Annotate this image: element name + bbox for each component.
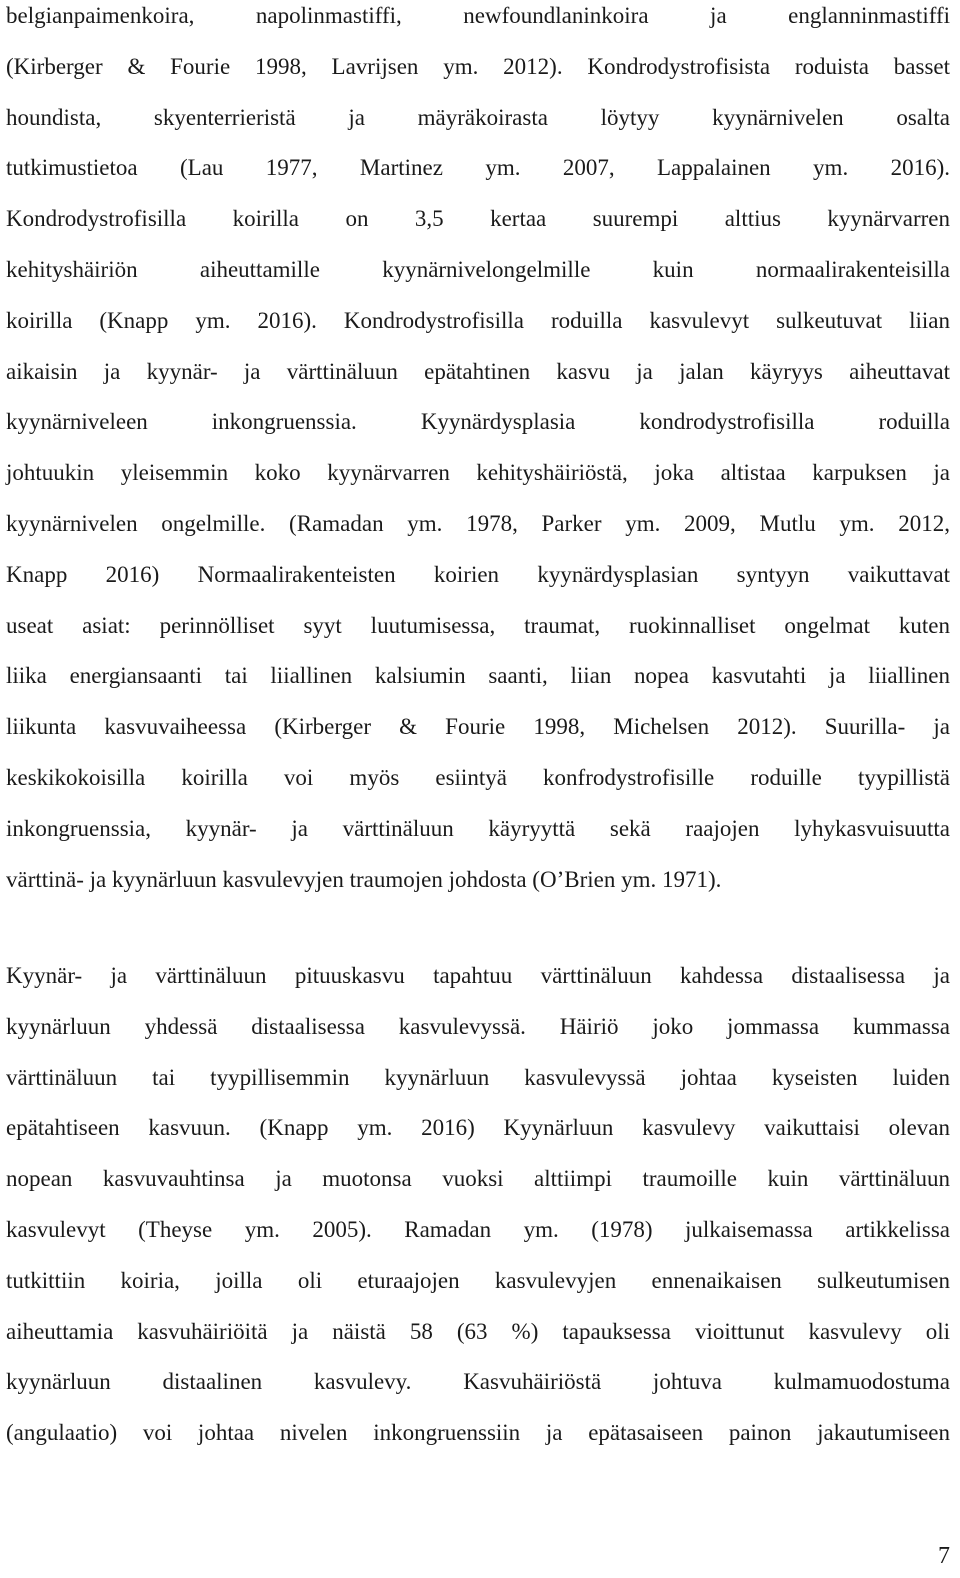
paragraph bbox=[6, 960, 950, 1468]
text-line: koirilla (Knapp ym. 2016). Kondrodystrofisilla roduilla kasvulevyt sulkeutuvat liian bbox=[6, 307, 950, 333]
text-line: johtuukin yleisemmin koko kyynärvarren kehityshäiriöstä, joka altistaa karpuksen ja bbox=[6, 460, 950, 486]
text-line: aikaisin ja kyynär- ja värttinäluun epätahtinen kasvu ja jalan käyryys aiheuttavat bbox=[6, 358, 950, 384]
text-line: aiheuttamia kasvuhäiriöitä ja näistä 58 (63 %) tapauksessa vioittunut kasvulevy oli bbox=[6, 1318, 950, 1344]
text-line: värttinä- ja kyynärluun kasvulevyjen traumojen johdosta (O’Brien ym. 1971). bbox=[6, 866, 722, 892]
text-line: keskikokoisilla koirilla voi myös esiintyä konfrodystrofisille roduille tyypillistä bbox=[6, 764, 950, 790]
text-line: Kyynär- ja värttinäluun pituuskasvu tapahtuu värttinäluun kahdessa distaalisessa ja bbox=[6, 963, 950, 988]
text-line: Kondrodystrofisilla koirilla on 3,5 kertaa suurempi alttius kyynärvarren bbox=[6, 206, 950, 232]
text-line: nopean kasvuvauhtinsa ja muotonsa vuoksi alttiimpi traumoille kuin värttinäluun bbox=[6, 1166, 950, 1192]
text-line: liika energiansaanti tai liiallinen kalsiumin saanti, liian nopea kasvutahti ja liiallinen bbox=[6, 663, 950, 689]
text-line: belgianpaimenkoira, napolinmastiffi, newfoundlaninkoira ja englanninmastiffi bbox=[6, 3, 950, 28]
text-line: epätahtiseen kasvuun. (Knapp ym. 2016) Kyynärluun kasvulevy vaikuttaisi olevan bbox=[6, 1115, 950, 1141]
text-line: tutkittiin koiria, joilla oli eturaajojen kasvulevyjen ennenaikaisen sulkeutumisen bbox=[6, 1267, 950, 1293]
text-line: kyynärluun yhdessä distaalisessa kasvulevyssä. Häiriö joko jommassa kummassa bbox=[6, 1013, 950, 1039]
page-number: 7 bbox=[938, 1543, 950, 1569]
text-line: (Kirberger & Fourie 1998, Lavrijsen ym. 2012). Kondrodystrofisista roduista basset bbox=[6, 53, 950, 79]
paragraph bbox=[6, 0, 950, 914]
text-line: kyynärniveleen inkongruenssia. Kyynärdysplasia kondrodystrofisilla roduilla bbox=[6, 409, 950, 435]
text-line: kyynärnivelen ongelmille. (Ramadan ym. 1978, Parker ym. 2009, Mutlu ym. 2012, bbox=[6, 510, 950, 536]
text-line: (angulaatio) voi johtaa nivelen inkongruenssiin ja epätasaiseen painon jakautumiseen bbox=[6, 1420, 950, 1446]
text-line: inkongruenssia, kyynär- ja värttinäluun käyryyttä sekä raajojen lyhykasvuisuutta bbox=[6, 815, 950, 841]
text-line: kehityshäiriön aiheuttamille kyynärnivelongelmille kuin normaalirakenteisilla bbox=[6, 256, 950, 282]
text-line: värttinäluun tai tyypillisemmin kyynärluun kasvulevyssä johtaa kyseisten luiden bbox=[6, 1064, 950, 1090]
text-line: useat asiat: perinnölliset syyt luutumisessa, traumat, ruokinnalliset ongelmat kuten bbox=[6, 612, 950, 638]
text-line: Knapp 2016) Normaalirakenteisten koirien kyynärdysplasian syntyyn vaikuttavat bbox=[6, 561, 950, 587]
text-line: kasvulevyt (Theyse ym. 2005). Ramadan ym. (1978) julkaisemassa artikkelissa bbox=[6, 1216, 950, 1242]
text-line: tutkimustietoa (Lau 1977, Martinez ym. 2007, Lappalainen ym. 2016). bbox=[6, 155, 950, 181]
text-line: houndista, skyenterrieristä ja mäyräkoirasta löytyy kyynärnivelen osalta bbox=[6, 104, 950, 130]
text-line: liikunta kasvuvaiheessa (Kirberger & Fourie 1998, Michelsen 2012). Suurilla- ja bbox=[6, 714, 950, 740]
text-line: kyynärluun distaalinen kasvulevy. Kasvuhäiriöstä johtuva kulmamuodostuma bbox=[6, 1369, 950, 1395]
